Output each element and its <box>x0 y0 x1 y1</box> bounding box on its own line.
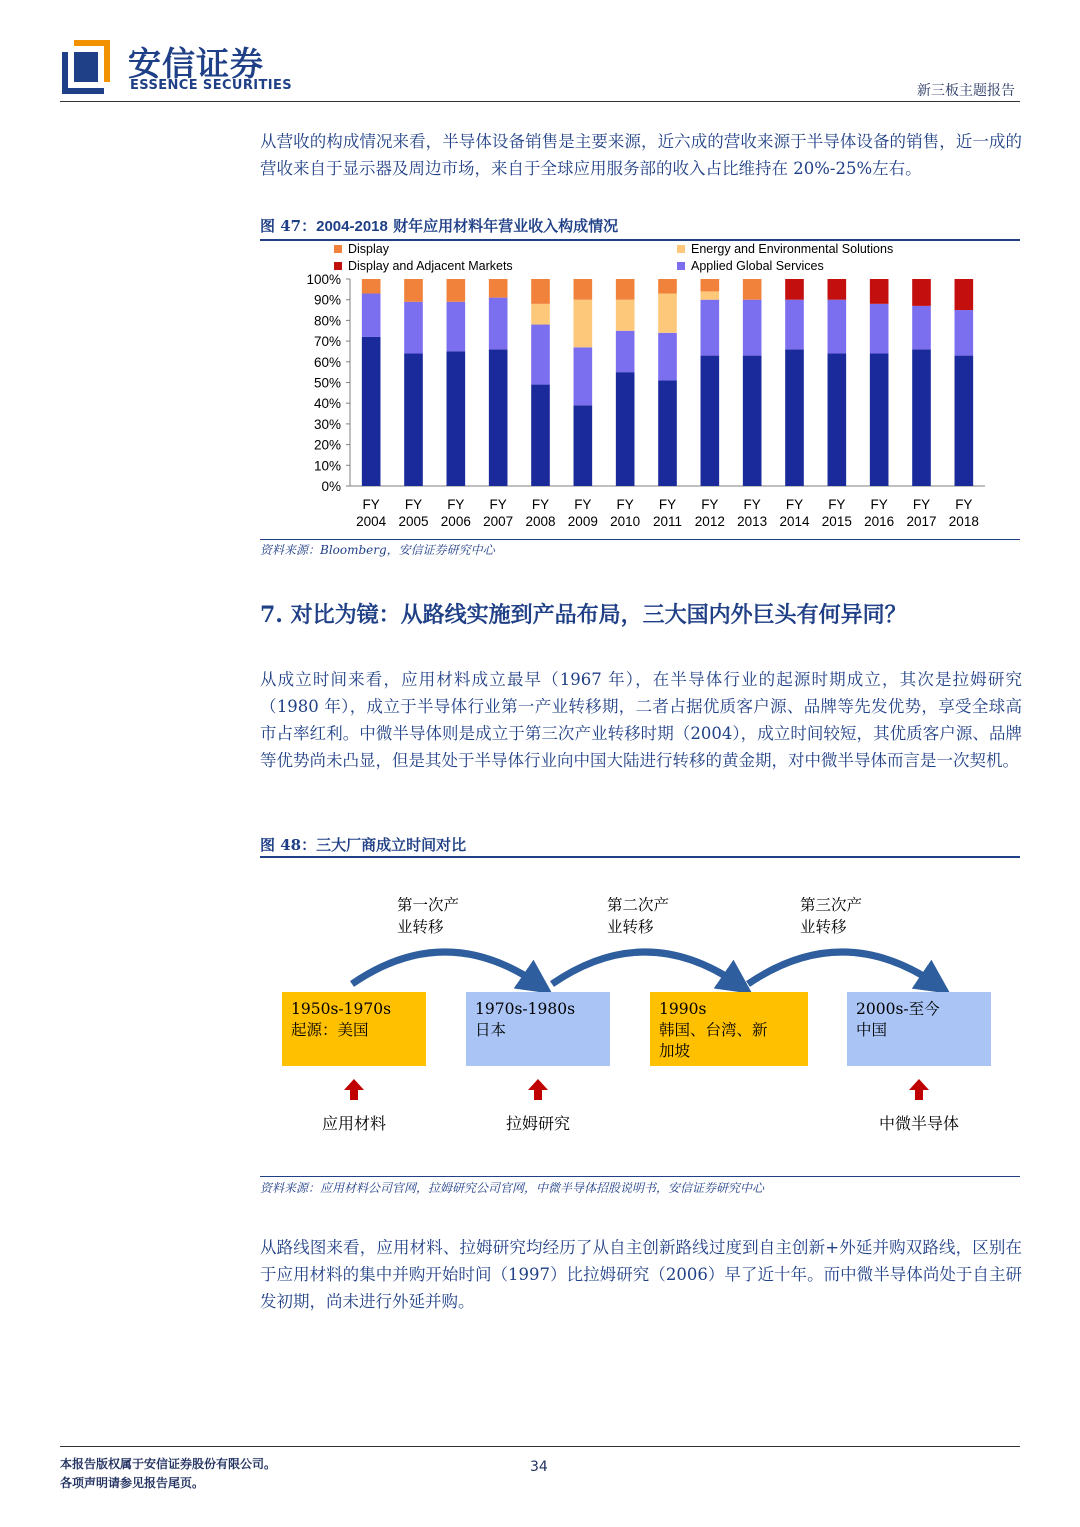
bar-segment <box>574 300 593 348</box>
y-tick-label: 80% <box>313 313 341 329</box>
era-box-text: 1990s <box>659 1000 707 1018</box>
company-label: 应用材料 <box>321 1114 387 1133</box>
x-tick-label: FY <box>870 497 888 512</box>
bar-segment <box>489 298 508 350</box>
figure47-bottom-rule <box>260 539 1020 540</box>
y-tick-label: 70% <box>313 334 341 350</box>
x-tick-label: FY <box>531 497 550 512</box>
x-tick-label: FY <box>362 497 380 512</box>
x-tick-label: 2004 <box>356 514 387 529</box>
bar-segment <box>447 279 466 302</box>
bar-segment <box>870 304 889 354</box>
bar-segment <box>362 279 381 293</box>
bar-segment <box>743 279 762 300</box>
x-tick-label: 2015 <box>821 514 852 529</box>
company-label: 拉姆研究 <box>505 1114 571 1133</box>
x-tick-label: FY <box>955 497 973 512</box>
bar-segment <box>828 279 847 300</box>
section7-heading: 7. 对比为镜：从路线实施到产品布局，三大国内外巨头有何异同？ <box>260 602 907 628</box>
legend-swatch <box>334 245 342 253</box>
y-tick-label: 20% <box>313 437 341 453</box>
transfer-label: 第三次产 <box>800 896 863 914</box>
x-tick-label: 2017 <box>906 514 937 529</box>
figure48-bottom-rule <box>260 1176 1020 1177</box>
figure47-title <box>260 215 618 236</box>
transfer-label: 业转移 <box>397 918 444 936</box>
figure47-title-prefix: 图 47： <box>260 217 317 235</box>
bar-segment <box>701 291 720 299</box>
era-box-text: 起源：美国 <box>291 1021 369 1039</box>
x-tick-label: FY <box>701 497 719 512</box>
bar-segment <box>574 347 593 405</box>
section7-paragraph: 从成立时间来看，应用材料成立最早（1967 年），在半导体行业的起源时期成立，其次是拉姆研究（1980 年），成立于半导体行业第一产业转移期，二者占据优质客户源、品牌等先发优势，享受全球高市占率红利。中微半导体则是成立于第三次产业转移时期（2004），成立时间较短，其优质客户源、品牌等优势尚未凸显，但是其处于半导体行业向中国大陆进行转移的黄金期，对中微半导体而言是一次契机。 <box>260 670 1022 770</box>
figure48-title-text: 三大厂商成立时间对比 <box>316 836 467 854</box>
x-tick-label: 2008 <box>525 514 556 529</box>
figure48-top-rule <box>260 856 1020 858</box>
y-tick-label: 10% <box>313 458 341 474</box>
bar-segment <box>531 325 550 385</box>
x-tick-label: 2016 <box>864 514 895 529</box>
brand-name-cn: 安信证券 <box>128 44 264 83</box>
bar-segment <box>404 302 423 354</box>
industry-transfer-diagram <box>260 860 1020 1172</box>
bar-segment <box>870 354 889 486</box>
figure47-title-text: 财年应用材料年营业收入构成情况 <box>387 217 619 235</box>
closing-paragraph: 从路线图来看，应用材料、拉姆研究均经历了从自主创新路线过度到自主创新+外延并购双路线，区别在于应用材料的集中并购开始时间（1997）比拉姆研究（2006）早了近十年。而中微半导体尚处于自主研发初期，尚未进行外延并购。 <box>260 1238 1022 1311</box>
bar-segment <box>701 300 720 356</box>
bar-segment <box>658 333 677 381</box>
bar-segment <box>828 300 847 354</box>
up-arrow-icon <box>909 1079 929 1100</box>
bar-segment <box>574 279 593 300</box>
up-arrow-icon <box>344 1079 364 1100</box>
essence-logo-icon <box>60 38 112 96</box>
bar-segment <box>447 351 466 486</box>
bar-segment <box>447 302 466 352</box>
x-tick-label: FY <box>404 497 423 512</box>
bar-segment <box>785 300 804 350</box>
y-tick-label: 0% <box>321 479 341 494</box>
bar-segment <box>912 306 931 349</box>
bar-segment <box>870 279 889 304</box>
bar-segment <box>912 349 931 486</box>
bar-segment <box>531 279 550 304</box>
transfer-curve-arrow <box>748 952 936 984</box>
report-type: 新三板主题报告 <box>917 83 1015 99</box>
footer-divider <box>60 1446 1020 1447</box>
bar-segment <box>616 331 635 372</box>
bar-segment <box>701 356 720 486</box>
footer-copyright: 本报告版权属于安信证券股份有限公司。 <box>60 1457 277 1471</box>
bar-segment <box>362 337 381 486</box>
bar-segment <box>658 380 677 486</box>
bar-segment <box>489 279 508 298</box>
bar-segment <box>404 354 423 486</box>
era-box-text: 2000s-至今 <box>856 1000 940 1018</box>
x-tick-label: 2006 <box>440 514 471 529</box>
era-box-text: 加坡 <box>659 1042 691 1060</box>
x-tick-label: FY <box>828 497 846 512</box>
figure48-title <box>260 834 466 855</box>
bar-segment <box>616 300 635 331</box>
transfer-curve-arrow <box>552 952 738 984</box>
figure48-title-prefix: 图 48： <box>260 836 317 854</box>
bar-segment <box>531 304 550 325</box>
footer-disclaimer: 各项声明请参见报告尾页。 <box>60 1476 205 1490</box>
legend-label: Display and Adjacent Markets <box>348 259 513 273</box>
y-tick-label: 50% <box>313 375 341 391</box>
y-tick-label: 40% <box>313 396 341 412</box>
x-tick-label: FY <box>912 497 931 512</box>
bar-segment <box>912 279 931 306</box>
legend-label: Display <box>348 242 389 256</box>
bar-segment <box>955 279 974 310</box>
y-tick-label: 60% <box>313 354 341 370</box>
x-tick-label: 2013 <box>737 514 768 529</box>
era-box-text: 韩国、台湾、新 <box>659 1021 768 1039</box>
era-box-text: 1950s-1970s <box>291 1000 392 1018</box>
era-box-text: 中国 <box>856 1021 888 1039</box>
x-tick-label: 2018 <box>948 514 979 529</box>
bar-segment <box>743 300 762 356</box>
up-arrow-icon <box>528 1079 548 1100</box>
x-tick-label: 2010 <box>610 514 641 529</box>
transfer-label: 业转移 <box>800 918 847 936</box>
figure48-source: 资料来源：应用材料公司官网，拉姆研究公司官网，中微半导体招股说明书，安信证券研究中心 <box>260 1181 765 1195</box>
transfer-curve-arrow <box>352 952 538 984</box>
bar-segment <box>658 279 677 293</box>
y-tick-label: 30% <box>313 416 341 432</box>
legend-label: Applied Global Services <box>691 259 824 273</box>
x-tick-label: 2007 <box>483 514 514 529</box>
page-number: 34 <box>530 1459 548 1475</box>
x-tick-label: FY <box>574 497 592 512</box>
bar-segment <box>404 279 423 302</box>
header-divider <box>60 101 1020 102</box>
legend-swatch <box>677 262 685 270</box>
x-tick-label: 2009 <box>567 514 598 529</box>
brand-name-en: ESSENCE SECURITIES <box>130 78 293 93</box>
transfer-label: 第一次产 <box>397 896 460 914</box>
bar-segment <box>701 279 720 291</box>
era-box-text: 日本 <box>475 1021 507 1039</box>
transfer-label: 第二次产 <box>607 896 670 914</box>
bar-segment <box>574 405 593 486</box>
bar-segment <box>785 279 804 300</box>
x-tick-label: FY <box>743 497 761 512</box>
x-tick-label: FY <box>658 497 677 512</box>
legend-label: Energy and Environmental Solutions <box>691 242 894 256</box>
x-tick-label: 2014 <box>779 514 810 529</box>
legend-swatch <box>677 245 685 253</box>
bar-segment <box>658 293 677 332</box>
legend-swatch <box>334 262 342 270</box>
bar-segment <box>489 349 508 486</box>
x-tick-label: 2005 <box>398 514 429 529</box>
bar-segment <box>616 279 635 300</box>
x-tick-label: 2011 <box>652 514 683 529</box>
bar-segment <box>955 310 974 356</box>
x-tick-label: FY <box>785 497 804 512</box>
bar-segment <box>828 354 847 486</box>
transfer-label: 业转移 <box>607 918 654 936</box>
bar-segment <box>616 372 635 486</box>
figure47-title-year: 2004-2018 <box>316 218 388 235</box>
bar-segment <box>955 356 974 486</box>
y-tick-label: 90% <box>313 292 341 308</box>
y-tick-label: 100% <box>306 272 341 287</box>
x-tick-label: FY <box>489 497 507 512</box>
revenue-composition-chart <box>260 240 1020 538</box>
bar-segment <box>531 385 550 486</box>
era-box-text: 1970s-1980s <box>475 1000 576 1018</box>
x-tick-label: 2012 <box>694 514 725 529</box>
bar-segment <box>362 293 381 336</box>
company-label: 中微半导体 <box>878 1114 960 1133</box>
x-tick-label: FY <box>616 497 634 512</box>
figure47-source: 资料来源：Bloomberg，安信证券研究中心 <box>260 543 495 557</box>
bar-segment <box>743 356 762 486</box>
intro-paragraph: 从营收的构成情况来看，半导体设备销售是主要来源，近六成的营收来源于半导体设备的销售，近一成的营收来自于显示器及周边市场，来自于全球应用服务部的收入占比维持在 20%-25%左右。 <box>260 132 1022 178</box>
x-tick-label: FY <box>447 497 465 512</box>
bar-segment <box>785 349 804 486</box>
